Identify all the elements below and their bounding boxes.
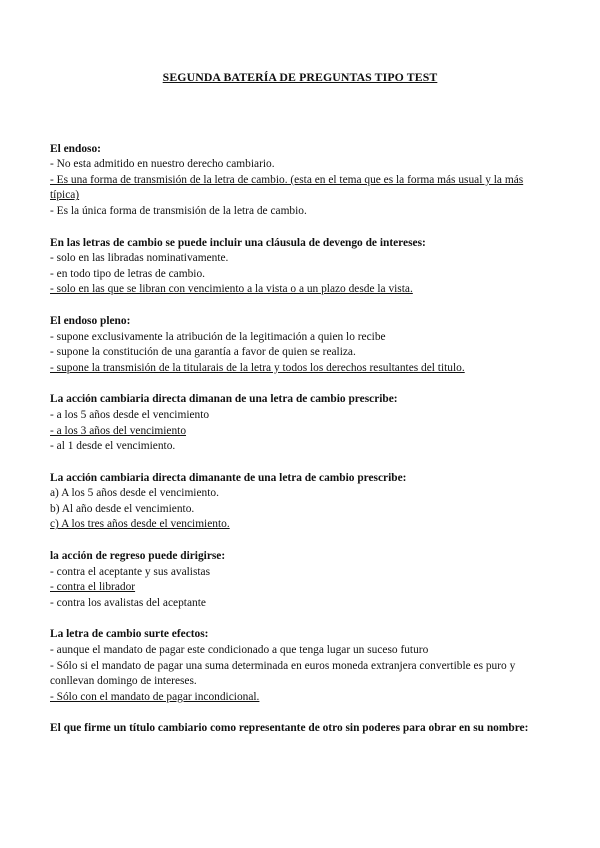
question-text: La letra de cambio surte efectos: bbox=[50, 628, 209, 641]
question-text: la acción de regreso puede dirigirse: bbox=[50, 550, 226, 563]
answer-option: - supone la constitución de una garantía a favor de quien se realiza. bbox=[50, 346, 356, 359]
question-block bbox=[50, 142, 550, 220]
question-block bbox=[50, 314, 550, 376]
answer-option: - solo en las libradas nominativamente. bbox=[50, 252, 229, 265]
question-text: El endoso: bbox=[50, 142, 101, 155]
answer-option: - aunque el mandato de pagar este condicionado a que tenga lugar un suceso futuro bbox=[50, 644, 429, 657]
question-block bbox=[50, 236, 550, 298]
answer-option: - contra el aceptante y sus avalistas bbox=[50, 565, 211, 578]
question-text: El que firme un título cambiario como representante de otro sin poderes para obrar en su nombre: bbox=[50, 722, 529, 735]
correct-answer-option: - supone la transmisión de la titularais de la letra y todos los derechos resultantes del titulo. bbox=[50, 361, 465, 374]
question-text: En las letras de cambio se puede incluir una cláusula de devengo de intereses: bbox=[50, 236, 426, 249]
correct-answer-option: c) A los tres años desde el vencimiento. bbox=[50, 518, 230, 531]
question-block bbox=[50, 549, 550, 611]
answer-option: a) A los 5 años desde el vencimiento. bbox=[50, 487, 219, 500]
correct-answer-option: - contra el librador bbox=[50, 581, 136, 594]
question-block bbox=[50, 471, 550, 533]
answer-option: - contra los avalistas del aceptante bbox=[50, 596, 206, 609]
correct-answer-option: - Sólo con el mandato de pagar incondicional. bbox=[50, 690, 260, 703]
question-text: El endoso pleno: bbox=[50, 314, 131, 327]
question-list bbox=[50, 142, 550, 737]
answer-option: - a los 5 años desde el vencimiento bbox=[50, 408, 210, 421]
question-block bbox=[50, 392, 550, 454]
answer-option: - Sólo si el mandato de pagar una suma determinada en euros moneda extranjera convertible es puro y conllevan domingo de intereses. bbox=[50, 659, 516, 688]
answer-option: - al 1 desde el vencimiento. bbox=[50, 440, 176, 453]
correct-answer-option: - a los 3 años del vencimiento bbox=[50, 424, 187, 437]
correct-answer-option: - Es una forma de transmisión de la letra de cambio. (esta en el tema que es la forma más usual y la más típica) bbox=[50, 173, 524, 202]
document-title: SEGUNDA BATERÍA DE PREGUNTAS TIPO TEST bbox=[162, 70, 438, 84]
answer-option: - No esta admitido en nuestro derecho cambiario. bbox=[50, 158, 275, 171]
answer-option: b) Al año desde el vencimiento. bbox=[50, 502, 195, 515]
question-text: La acción cambiaria directa dimanan de una letra de cambio prescribe: bbox=[50, 393, 398, 406]
correct-answer-option: - solo en las que se libran con vencimiento a la vista o a un plazo desde la vista. bbox=[50, 283, 413, 296]
question-block bbox=[50, 627, 550, 705]
answer-option: - Es la única forma de transmisión de la letra de cambio. bbox=[50, 204, 307, 217]
question-block bbox=[50, 721, 550, 737]
answer-option: - en todo tipo de letras de cambio. bbox=[50, 267, 205, 280]
question-text: La acción cambiaria directa dimanante de una letra de cambio prescribe: bbox=[50, 471, 407, 484]
answer-option: - supone exclusivamente la atribución de la legitimación a quien lo recibe bbox=[50, 330, 386, 343]
